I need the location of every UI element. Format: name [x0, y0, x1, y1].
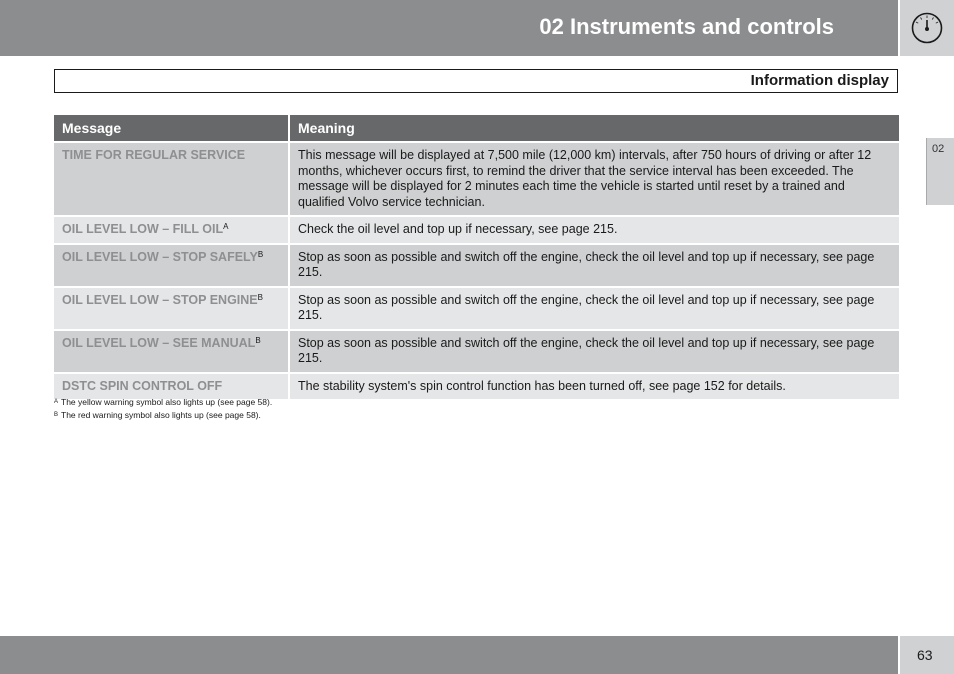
- message-text: OIL LEVEL LOW – SEE MANUAL: [62, 335, 256, 350]
- footnote-mark: A: [54, 399, 59, 405]
- table-row: [54, 286, 899, 329]
- chapter-tab-label: 02: [932, 143, 945, 155]
- meaning-cell: Stop as soon as possible and switch off the engine, check the oil level and top up if necessary, see page 215.: [290, 329, 899, 372]
- footnote-text: The red warning symbol also lights up (see page 58).: [61, 409, 261, 420]
- message-cell: [54, 372, 290, 400]
- message-text: OIL LEVEL LOW – FILL OIL: [62, 222, 224, 236]
- footnote-text: The yellow warning symbol also lights up (see page 58).: [61, 397, 273, 407]
- table-row: [54, 141, 899, 215]
- header-icon-box: [900, 0, 954, 56]
- message-cell: [54, 243, 290, 286]
- chapter-tab: [926, 138, 954, 205]
- meaning-cell: This message will be displayed at 7,500 mile (12,000 km) intervals, after 750 hours of driving or after 12 months, whichever occurs first, to remind the driver that the service interval has been exceeded. The message will be displayed for 2 minutes each time the vehicle is started until reset by a trained and qualified Volvo service technician.: [290, 141, 899, 215]
- message-cell: [54, 286, 290, 329]
- meaning-cell: Stop as soon as possible and switch off the engine, check the oil level and top up if necessary, see page 215.: [290, 286, 899, 329]
- message-text: DSTC SPIN CONTROL OFF: [62, 378, 223, 393]
- gauge-icon: [911, 12, 943, 44]
- footnote-ref: A: [223, 222, 229, 231]
- page-number: 63: [917, 647, 933, 663]
- footnote: [54, 397, 272, 410]
- table-row: [54, 372, 899, 400]
- page-number-box: [900, 636, 954, 674]
- footnote-ref: B: [255, 335, 261, 345]
- message-cell: [54, 141, 290, 215]
- footnotes: [54, 397, 272, 422]
- column-header-meaning: Meaning: [290, 115, 899, 141]
- message-text: OIL LEVEL LOW – STOP SAFELY: [62, 249, 258, 264]
- message-table: [54, 115, 899, 399]
- page-title: 02 Instruments and controls: [539, 14, 834, 39]
- message-text: OIL LEVEL LOW – STOP ENGINE: [62, 292, 258, 307]
- meaning-cell: Stop as soon as possible and switch off the engine, check the oil level and top up if necessary, see page 215.: [290, 243, 899, 286]
- message-cell: [54, 329, 290, 372]
- message-cell: [54, 215, 290, 243]
- meaning-cell: The stability system's spin control function has been turned off, see page 152 for details.: [290, 372, 899, 400]
- section-header: [54, 69, 898, 93]
- column-header-message: Message: [54, 115, 290, 141]
- section-title: Information display: [750, 72, 889, 89]
- footnote-ref: B: [257, 292, 263, 302]
- table-row: [54, 243, 899, 286]
- footnote: [54, 410, 272, 423]
- meaning-cell: Check the oil level and top up if necessary, see page 215.: [290, 215, 899, 243]
- table-row: [54, 215, 899, 243]
- header-band: [0, 0, 898, 56]
- footer-band: [0, 636, 898, 674]
- table-header-row: [54, 115, 899, 141]
- table-row: [54, 329, 899, 372]
- message-text: TIME FOR REGULAR SERVICE: [62, 148, 246, 162]
- footnote-mark: B: [54, 411, 59, 418]
- footnote-ref: B: [257, 249, 264, 259]
